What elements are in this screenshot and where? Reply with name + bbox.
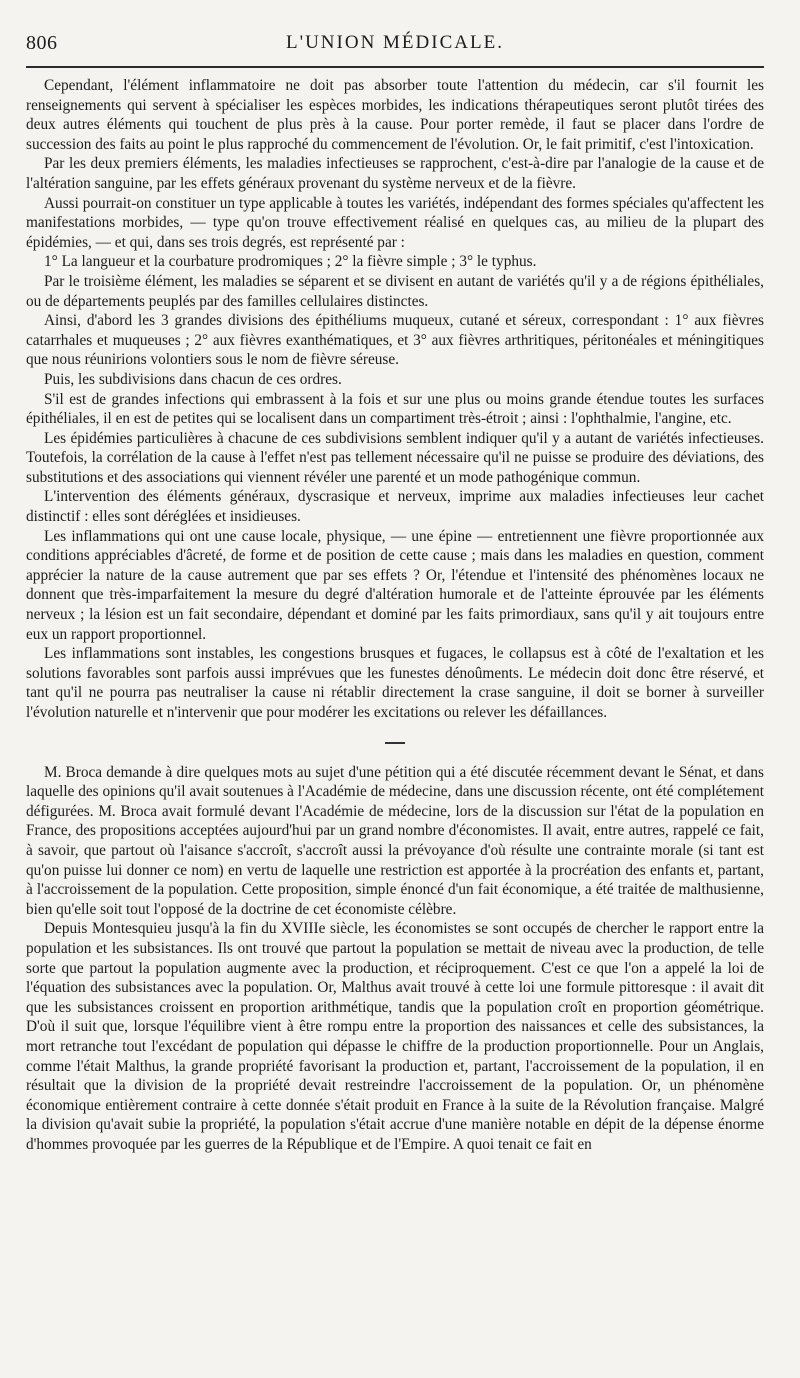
paragraph: Par les deux premiers éléments, les maladies infectieuses se rapprochent, c'est-à-dire par l'analogie de la cause et de l'altération sanguine, par les effets généraux provenant du système nerveux et de la fièvre. [26,155,764,192]
paragraph: Les inflammations qui ont une cause locale, physique, — une épine — entretiennent une fièvre proportionnée aux conditions appréciables d'âcreté, de forme et de position de cette cause ; mais dans les maladies en question, comment apprécier la nature de la cause autrement que par ses effets ? Or, l'étendue et l'intensité des phénomènes locaux ne donnent que très-imparfaitement la mesure du degré d'altération humorale et de l'atteinte éprouvée par les éléments nerveux ; la lésion est un fait secondaire, dépendant et dominé par les faits primordiaux, sans qu'il y ait toujours entre eux un rapport proportionnel. [26,527,764,643]
paragraph: Depuis Montesquieu jusqu'à la fin du XVIIIe siècle, les économistes se sont occupés de chercher le rapport entre la population et les subsistances. Ils ont trouvé que partout la population se mettait de niveau avec la production, de telle sorte que partout la population augmente avec la production, et réciproquement. C'est ce que l'on a appelé la loi de l'équation des subsistances avec la population. Or, Malthus avait trouvé à cette loi une formule pittoresque : il avait dit que les subsistances croissent en proportion arithmétique, tandis que la population croît en proportion géométrique. D'où il suit que, lorsque l'équilibre vient à être rompu entre la proportion des naissances et celle des subsistances, la mort retranche tout l'excédant de population qui dépasse le chiffre de la production proportionnelle. Pour un Anglais, comme l'était Malthus, la grande propriété favorisant la production et, partant, l'accroissement de la population, il en résultait que la division de la propriété devait restreindre l'accroissement de la population. Or, un phénomène économique entièrement contraire à cette donnée s'était produit en France à la suite de la Révolution française. Malgré la division qu'avait subie la propriété, la population s'était accrue d'une manière notable en dépit de la dépense énorme d'hommes provoquée par les guerres de la République et de l'Empire. A quoi tenait ce fait en [26,920,764,1153]
separator-rule [385,742,405,744]
paragraph: Ainsi, d'abord les 3 grandes divisions des épithéliums muqueux, cutané et séreux, correspondant : 1° aux fièvres catarrhales et muqueuses ; 2° aux fièvres exanthématiques, et 3° aux fièvres arthritiques, péritonéales et méningitiques que nous réunirions volontiers sous le nom de fièvre séreuse. [26,312,764,369]
journal-title: L'UNION MÉDICALE. [286,32,504,53]
paragraph: Les inflammations sont instables, les congestions brusques et fugaces, le collapsus est à côté de l'exaltation et les solutions favorables sont parfois aussi imprévues que les funestes dénoûments. Le médecin doit donc être réservé, et tant qu'il ne pourra pas neutraliser la cause ni rétablir directement la crase sanguine, il doit se borner à surveiller l'évolution naturelle et n'intervenir que pour modérer les excitations ou relever les défaillances. [26,645,764,721]
page-number: 806 [26,32,58,54]
paragraph: L'intervention des éléments généraux, dyscrasique et nerveux, imprime aux maladies infectieuses leur cachet distinctif : elles sont déréglées et insidieuses. [26,488,764,526]
section-separator [26,729,764,757]
paragraph: 1° La langueur et la courbature prodromiques ; 2° la fièvre simple ; 3° le typhus. [44,253,537,271]
paragraph: Aussi pourrait-on constituer un type applicable à toutes les variétés, indépendant des formes spéciales qu'affectent les manifestations morbides, — type qu'on trouve effectivement réalisé en quelques cas, au milieu de la plupart des épidémies, — et qui, dans ses trois degrés, est représenté par : [26,194,764,251]
running-header [26,22,764,52]
paragraph: Par le troisième élément, les maladies se séparent et se divisent en autant de variétés qu'il y a de régions épithéliales, ou de départements peuplés par des familles cellulaires distinctes. [26,272,764,310]
paragraph: M. Broca demande à dire quelques mots au sujet d'une pétition qui a été discutée récemment devant le Sénat, et dans laquelle des opinions qu'il avait soutenues à l'Académie de médecine, dans une discussion récente, ont été complétement défigurées. M. Broca avait formulé devant l'Académie de médecine, lors de la discussion sur l'état de la population en France, des propositions acceptées aujourd'hui par un grand nombre d'économistes. Il avait, entre autres, rappelé ce fait, à savoir, que partout où l'aisance s'accroît, s'accroît aussi la prévoyance d'où résulte une contrainte morale (si tant est qu'on puisse lui donner ce nom) en vertu de laquelle une restriction est apportée à la procréation des enfants et, partant, à l'accroissement de la population. Cette proposition, simple énoncé d'un fait économique, a été traitée de malthusienne, bien qu'elle soit tout l'opposé de la doctrine de cet économiste célèbre. [26,763,764,918]
paragraph: Puis, les subdivisions dans chacun de ces ordres. [44,370,342,388]
article-body [26,76,764,1154]
paragraph: Cependant, l'élément inflammatoire ne doit pas absorber toute l'attention du médecin, car s'il fournit les renseignements qui servent à spécialiser les espèces morbides, les indications thérapeutiques seront plutôt tirées des deux autres éléments qui touchent de plus près à la cause. Pour porter remède, il faut se placer dans l'ordre de succession des faits au point le plus rapproché du commencement de l'évolution. Or, le fait primitif, c'est l'intoxication. [26,77,764,153]
section-broca [26,763,764,1155]
paragraph: S'il est de grandes infections qui embrassent à la fois et sur une plus ou moins grande étendue toutes les surfaces épithéliales, il en est de petites qui se localisent dans un compartiment très-étroit ; ainsi : l'ophthalmie, l'angine, etc. [26,390,764,428]
paragraph: Les épidémies particulières à chacune de ces subdivisions semblent indiquer qu'il y a autant de variétés infectieuses. Toutefois, la corrélation de la cause à l'effet n'est pas tellement nécessaire qu'il ne puisse se produire des déviations, des substitutions et des associations qui viennent révéler une parenté et un mode pathogénique commun. [26,429,764,486]
section-clinical [26,76,764,723]
header-rule [26,66,764,68]
